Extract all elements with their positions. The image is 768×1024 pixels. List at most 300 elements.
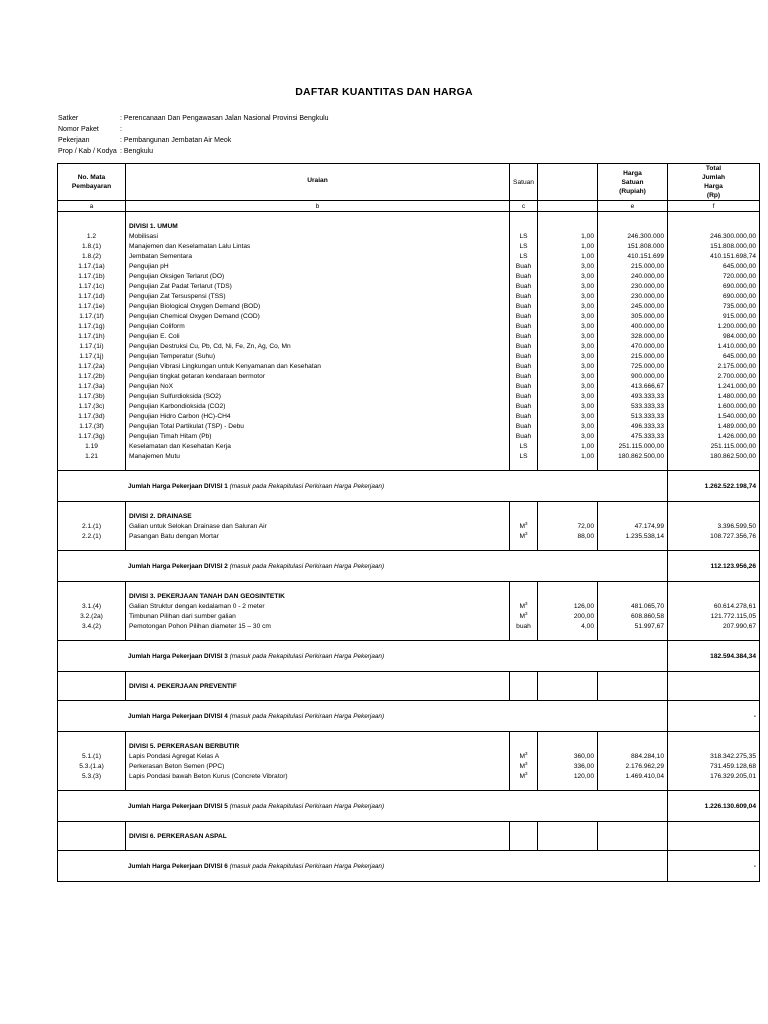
empty-cell bbox=[598, 781, 668, 791]
empty-cell bbox=[58, 741, 126, 751]
item-number: 5.1.(1) bbox=[58, 751, 126, 761]
empty-row bbox=[58, 541, 760, 551]
item-unit: Buah bbox=[510, 311, 538, 321]
table-row bbox=[58, 411, 760, 421]
empty-cell bbox=[598, 822, 668, 832]
item-quantity: 3,00 bbox=[538, 261, 598, 271]
empty-cell bbox=[538, 461, 598, 471]
empty-cell bbox=[58, 732, 126, 742]
item-number: 1.17.(2b) bbox=[58, 371, 126, 381]
item-total: 2.700.000,00 bbox=[668, 371, 760, 381]
column-letter: c bbox=[510, 201, 538, 212]
item-quantity: 360,00 bbox=[538, 751, 598, 761]
meta-label: Nomor Paket bbox=[58, 126, 99, 133]
empty-cell bbox=[126, 631, 510, 641]
empty-cell bbox=[510, 681, 538, 691]
empty-cell bbox=[58, 591, 126, 601]
empty-cell bbox=[668, 591, 760, 601]
item-number: 1.17.(1a) bbox=[58, 261, 126, 271]
header-kuantitas bbox=[538, 164, 598, 201]
item-quantity: 1,00 bbox=[538, 251, 598, 261]
item-unit-price: 246.300.000 bbox=[598, 231, 668, 241]
division-title-row bbox=[58, 511, 760, 521]
empty-cell bbox=[126, 841, 510, 851]
item-quantity: 3,00 bbox=[538, 331, 598, 341]
meta-row-pekerjaan bbox=[58, 135, 329, 146]
item-total: 1.241.000,00 bbox=[668, 381, 760, 391]
empty-cell bbox=[598, 741, 668, 751]
item-quantity: 3,00 bbox=[538, 371, 598, 381]
item-description: Pengujian Karbondioksida (CO2) bbox=[126, 401, 510, 411]
item-unit: Buah bbox=[510, 421, 538, 431]
meta-row-nomor-paket bbox=[58, 124, 329, 135]
item-number: 1.17.(1e) bbox=[58, 301, 126, 311]
item-unit-price: 513.333,33 bbox=[598, 411, 668, 421]
item-unit: LS bbox=[510, 251, 538, 261]
item-unit-price: 410.151.699 bbox=[598, 251, 668, 261]
item-total: 1.200.000,00 bbox=[668, 321, 760, 331]
header-text: Jumlah bbox=[701, 174, 726, 181]
header-uraian: Uraian bbox=[126, 164, 510, 201]
item-quantity: 3,00 bbox=[538, 271, 598, 281]
empty-row bbox=[58, 461, 760, 471]
division-total-label: Jumlah Harga Pekerjaan DIVISI 4 (masuk pada Rekapitulasi Perkiraan Harga Pekerjaan) bbox=[58, 701, 668, 732]
meta-row-satker bbox=[58, 113, 329, 124]
empty-cell bbox=[668, 831, 760, 841]
division-total-label: Jumlah Harga Pekerjaan DIVISI 1 (masuk pada Rekapitulasi Perkiraan Harga Pekerjaan) bbox=[58, 471, 668, 502]
empty-cell bbox=[510, 672, 538, 682]
item-quantity: 3,00 bbox=[538, 361, 598, 371]
page-title: DAFTAR KUANTITAS DAN HARGA bbox=[295, 86, 473, 98]
empty-cell bbox=[538, 591, 598, 601]
table-row bbox=[58, 241, 760, 251]
item-unit-price: 1.235.538,14 bbox=[598, 531, 668, 541]
meta-row-prop bbox=[58, 146, 329, 157]
item-unit-price: 481.065,70 bbox=[598, 601, 668, 611]
empty-cell bbox=[538, 681, 598, 691]
empty-cell bbox=[58, 831, 126, 841]
document-meta bbox=[58, 113, 329, 157]
empty-cell bbox=[598, 212, 668, 222]
empty-cell bbox=[668, 681, 760, 691]
empty-cell bbox=[598, 511, 668, 521]
empty-cell bbox=[598, 732, 668, 742]
item-number: 1.17.(3c) bbox=[58, 401, 126, 411]
empty-cell bbox=[598, 502, 668, 512]
empty-cell bbox=[598, 841, 668, 851]
division-total-value: - bbox=[668, 701, 760, 732]
table-row bbox=[58, 301, 760, 311]
empty-cell bbox=[510, 631, 538, 641]
empty-cell bbox=[58, 781, 126, 791]
empty-cell bbox=[598, 591, 668, 601]
item-number: 1.8.(1) bbox=[58, 241, 126, 251]
empty-cell bbox=[126, 691, 510, 701]
empty-cell bbox=[58, 502, 126, 512]
empty-cell bbox=[126, 781, 510, 791]
item-unit-price: 725.000,00 bbox=[598, 361, 668, 371]
item-description: Pemotongan Pohon Pilihan diameter 15 – 30 cm bbox=[126, 621, 510, 631]
item-total: 645.000,00 bbox=[668, 261, 760, 271]
header-text: (Rupiah) bbox=[619, 187, 646, 195]
item-description: Perkerasan Beton Semen (PPC) bbox=[126, 761, 510, 771]
item-quantity: 3,00 bbox=[538, 321, 598, 331]
item-total: 690.000,00 bbox=[668, 281, 760, 291]
item-unit: LS bbox=[510, 441, 538, 451]
item-unit: Buah bbox=[510, 351, 538, 361]
division-total-note: (masuk pada Rekapitulasi Perkiraan Harga Pekerjaan) bbox=[229, 802, 385, 810]
item-unit: buah bbox=[510, 621, 538, 631]
item-number: 1.17.(1f) bbox=[58, 311, 126, 321]
item-unit: $M^3$ bbox=[510, 751, 538, 761]
empty-cell bbox=[598, 691, 668, 701]
item-unit: $M^3$ bbox=[510, 611, 538, 621]
division-title-row bbox=[58, 221, 760, 231]
item-total: 690.000,00 bbox=[668, 291, 760, 301]
empty-cell bbox=[598, 461, 668, 471]
division-title-row bbox=[58, 831, 760, 841]
header-text: No. Mata bbox=[77, 174, 106, 181]
empty-cell bbox=[58, 672, 126, 682]
item-description: Manajemen dan Keselamatan Lalu Lintas bbox=[126, 241, 510, 251]
table-row bbox=[58, 381, 760, 391]
division-total-value: 112.123.956,26 bbox=[668, 551, 760, 582]
item-number: 1.17.(1d) bbox=[58, 291, 126, 301]
empty-cell bbox=[58, 841, 126, 851]
table-row bbox=[58, 291, 760, 301]
item-total: 108.727.356,76 bbox=[668, 531, 760, 541]
table-row bbox=[58, 251, 760, 261]
empty-cell bbox=[538, 221, 598, 231]
item-total: 318.342.275,35 bbox=[668, 751, 760, 761]
item-total: 246.300.000,00 bbox=[668, 231, 760, 241]
division-total-note: (masuk pada Rekapitulasi Perkiraan Harga Pekerjaan) bbox=[229, 652, 385, 660]
table-row bbox=[58, 271, 760, 281]
table-row bbox=[58, 751, 760, 761]
empty-cell bbox=[538, 781, 598, 791]
empty-cell bbox=[538, 732, 598, 742]
item-quantity: 88,00 bbox=[538, 531, 598, 541]
division-title-row bbox=[58, 591, 760, 601]
empty-cell bbox=[598, 672, 668, 682]
item-number: 1.17.(1b) bbox=[58, 271, 126, 281]
item-unit: Buah bbox=[510, 331, 538, 341]
division-total-label: Jumlah Harga Pekerjaan DIVISI 3 (masuk pada Rekapitulasi Perkiraan Harga Pekerjaan) bbox=[58, 641, 668, 672]
item-unit-price: 1.469.410,04 bbox=[598, 771, 668, 781]
item-description: Galian Struktur dengan kedalaman 0 - 2 meter bbox=[126, 601, 510, 611]
item-total: 731.459.128,68 bbox=[668, 761, 760, 771]
item-quantity: 1,00 bbox=[538, 231, 598, 241]
empty-cell bbox=[668, 461, 760, 471]
empty-cell bbox=[538, 582, 598, 592]
item-unit-price: 413.666,67 bbox=[598, 381, 668, 391]
item-description: Pengujian Hidro Carbon (HC)-CH4 bbox=[126, 411, 510, 421]
empty-cell bbox=[598, 541, 668, 551]
empty-cell bbox=[126, 582, 510, 592]
division-total-note: (masuk pada Rekapitulasi Perkiraan Harga Pekerjaan) bbox=[229, 562, 385, 570]
item-quantity: 1,00 bbox=[538, 441, 598, 451]
item-description: Jembatan Sementara bbox=[126, 251, 510, 261]
item-number: 1.21 bbox=[58, 451, 126, 461]
division-total-note: (masuk pada Rekapitulasi Perkiraan Harga Pekerjaan) bbox=[229, 862, 385, 870]
item-total: 915.000,00 bbox=[668, 311, 760, 321]
item-unit-price: 884.284,10 bbox=[598, 751, 668, 761]
empty-row bbox=[58, 822, 760, 832]
item-description: Pengujian Vibrasi Lingkungan untuk Kenyamanan dan Kesehatan bbox=[126, 361, 510, 371]
table-row bbox=[58, 331, 760, 341]
item-unit: Buah bbox=[510, 371, 538, 381]
table-row bbox=[58, 351, 760, 361]
empty-cell bbox=[668, 511, 760, 521]
empty-cell bbox=[668, 502, 760, 512]
meta-label: Satker bbox=[58, 115, 79, 122]
empty-cell bbox=[538, 672, 598, 682]
header-satuan: Satuan bbox=[510, 164, 538, 201]
header-text: Harga bbox=[623, 169, 642, 177]
item-total: 720.000,00 bbox=[668, 271, 760, 281]
item-unit: Buah bbox=[510, 341, 538, 351]
item-total: 1.540.000,00 bbox=[668, 411, 760, 421]
item-number: 5.3.(1.a) bbox=[58, 761, 126, 771]
empty-cell bbox=[598, 582, 668, 592]
empty-row bbox=[58, 631, 760, 641]
header-text: (Rp) bbox=[706, 192, 721, 199]
empty-cell bbox=[510, 831, 538, 841]
item-description: Pengujian pH bbox=[126, 261, 510, 271]
item-quantity: 3,00 bbox=[538, 421, 598, 431]
item-quantity: 3,00 bbox=[538, 411, 598, 421]
item-total: 410.151.698,74 bbox=[668, 251, 760, 261]
empty-cell bbox=[58, 461, 126, 471]
item-unit-price: 470.000,00 bbox=[598, 341, 668, 351]
empty-cell bbox=[538, 822, 598, 832]
empty-row bbox=[58, 691, 760, 701]
item-number: 1.17.(3b) bbox=[58, 391, 126, 401]
item-number: 1.17.(1i) bbox=[58, 341, 126, 351]
item-description: Pengujian E. Coli bbox=[126, 331, 510, 341]
item-unit: Buah bbox=[510, 431, 538, 441]
division-total-value: 1.226.130.609,04 bbox=[668, 791, 760, 822]
empty-cell bbox=[538, 541, 598, 551]
empty-row bbox=[58, 732, 760, 742]
item-quantity: 3,00 bbox=[538, 301, 598, 311]
empty-cell bbox=[510, 591, 538, 601]
division-title: DIVISI 1. UMUM bbox=[126, 221, 510, 231]
empty-cell bbox=[668, 841, 760, 851]
empty-cell bbox=[538, 741, 598, 751]
division-title: DIVISI 3. PEKERJAAN TANAH DAN GEOSINTETIK bbox=[126, 591, 510, 601]
item-unit-price: 328.000,00 bbox=[598, 331, 668, 341]
empty-cell bbox=[58, 221, 126, 231]
column-letter: b bbox=[126, 201, 510, 212]
empty-cell bbox=[538, 212, 598, 222]
empty-cell bbox=[668, 672, 760, 682]
division-total-label: Jumlah Harga Pekerjaan DIVISI 2 (masuk pada Rekapitulasi Perkiraan Harga Pekerjaan) bbox=[58, 551, 668, 582]
empty-cell bbox=[668, 631, 760, 641]
item-unit-price: 215.000,00 bbox=[598, 261, 668, 271]
item-description: Pengujian Total Partikulat (TSP) - Debu bbox=[126, 421, 510, 431]
empty-cell bbox=[668, 822, 760, 832]
division-total-value: 1.262.522.198,74 bbox=[668, 471, 760, 502]
empty-cell bbox=[668, 732, 760, 742]
empty-cell bbox=[510, 502, 538, 512]
item-number: 2.2.(1) bbox=[58, 531, 126, 541]
empty-cell bbox=[510, 212, 538, 222]
division-total-value: 182.594.384,34 bbox=[668, 641, 760, 672]
division-total-value: - bbox=[668, 851, 760, 882]
item-unit-price: 533.333,33 bbox=[598, 401, 668, 411]
item-quantity: 1,00 bbox=[538, 241, 598, 251]
empty-cell bbox=[668, 541, 760, 551]
item-number: 3.4.(2) bbox=[58, 621, 126, 631]
item-description: Pengujian Destruksi Cu, Pb, Cd, Ni, Fe, Zn, Ag, Co, Mn bbox=[126, 341, 510, 351]
table-row bbox=[58, 311, 760, 321]
table-row bbox=[58, 521, 760, 531]
division-total-label: Jumlah Harga Pekerjaan DIVISI 6 (masuk pada Rekapitulasi Perkiraan Harga Pekerjaan) bbox=[58, 851, 668, 882]
item-total: 121.772.115,05 bbox=[668, 611, 760, 621]
item-unit: $M^3$ bbox=[510, 521, 538, 531]
division-title: DIVISI 5. PERKERASAN BERBUTIR bbox=[126, 741, 510, 751]
empty-cell bbox=[510, 841, 538, 851]
item-number: 1.17.(3g) bbox=[58, 431, 126, 441]
empty-cell bbox=[58, 541, 126, 551]
empty-cell bbox=[598, 681, 668, 691]
item-quantity: 120,00 bbox=[538, 771, 598, 781]
empty-cell bbox=[510, 541, 538, 551]
empty-cell bbox=[58, 822, 126, 832]
item-total: 207.990,67 bbox=[668, 621, 760, 631]
item-quantity: 3,00 bbox=[538, 401, 598, 411]
item-unit: Buah bbox=[510, 281, 538, 291]
division-total-row bbox=[58, 791, 760, 822]
empty-cell bbox=[668, 212, 760, 222]
division-title: DIVISI 4. PEKERJAAN PREVENTIF bbox=[126, 681, 510, 691]
item-unit: Buah bbox=[510, 261, 538, 271]
table-body bbox=[58, 212, 760, 882]
division-total-row bbox=[58, 851, 760, 882]
table-row bbox=[58, 401, 760, 411]
item-total: 176.329.205,01 bbox=[668, 771, 760, 781]
table-row bbox=[58, 231, 760, 241]
meta-label: Prop / Kab / Kodya bbox=[58, 148, 117, 155]
item-unit: Buah bbox=[510, 321, 538, 331]
item-total: 1.489.000,00 bbox=[668, 421, 760, 431]
item-number: 1.17.(1j) bbox=[58, 351, 126, 361]
quantity-price-table bbox=[57, 163, 760, 882]
empty-cell bbox=[126, 672, 510, 682]
item-description: Pengujian Timah Hitam (Pb) bbox=[126, 431, 510, 441]
empty-cell bbox=[668, 741, 760, 751]
empty-cell bbox=[598, 221, 668, 231]
item-unit-price: 47.174,99 bbox=[598, 521, 668, 531]
item-total: 251.115.000,00 bbox=[668, 441, 760, 451]
table-row bbox=[58, 261, 760, 271]
item-unit-price: 230.000,00 bbox=[598, 281, 668, 291]
item-total: 1.480.000,00 bbox=[668, 391, 760, 401]
item-total: 180.862.500,00 bbox=[668, 451, 760, 461]
division-total-row bbox=[58, 641, 760, 672]
item-number: 1.17.(3f) bbox=[58, 421, 126, 431]
division-title: DIVISI 2. DRAINASE bbox=[126, 511, 510, 521]
item-description: Pengujian Biological Oxygen Demand (BOD) bbox=[126, 301, 510, 311]
item-total: 1.600.000,00 bbox=[668, 401, 760, 411]
item-quantity: 3,00 bbox=[538, 431, 598, 441]
empty-cell bbox=[58, 681, 126, 691]
item-unit-price: 496.333,33 bbox=[598, 421, 668, 431]
item-unit-price: 475.333,33 bbox=[598, 431, 668, 441]
item-number: 1.17.(2a) bbox=[58, 361, 126, 371]
item-quantity: 3,00 bbox=[538, 311, 598, 321]
item-description: Pengujian Oksigen Terlarut (DO) bbox=[126, 271, 510, 281]
item-unit-price: 51.997,67 bbox=[598, 621, 668, 631]
item-description: Pengujian tingkat getaran kendaraan bermotor bbox=[126, 371, 510, 381]
item-number: 1.8.(2) bbox=[58, 251, 126, 261]
table-row bbox=[58, 281, 760, 291]
item-quantity: 3,00 bbox=[538, 281, 598, 291]
item-unit: Buah bbox=[510, 391, 538, 401]
item-quantity: 72,00 bbox=[538, 521, 598, 531]
table-row bbox=[58, 761, 760, 771]
item-number: 1.17.(3d) bbox=[58, 411, 126, 421]
division-title: DIVISI 6. PERKERASAN ASPAL bbox=[126, 831, 510, 841]
column-letter bbox=[538, 201, 598, 212]
item-description: Lapis Pondasi bawah Beton Kurus (Concrete Vibrator) bbox=[126, 771, 510, 781]
column-letter: e bbox=[598, 201, 668, 212]
table-row bbox=[58, 391, 760, 401]
item-quantity: 3,00 bbox=[538, 291, 598, 301]
item-number: 1.17.(1c) bbox=[58, 281, 126, 291]
item-unit: Buah bbox=[510, 381, 538, 391]
item-number: 3.1.(4) bbox=[58, 601, 126, 611]
header-text: Total bbox=[705, 165, 722, 172]
item-quantity: 3,00 bbox=[538, 351, 598, 361]
table-row bbox=[58, 441, 760, 451]
meta-value: : Perencanaan Dan Pengawasan Jalan Nasional Provinsi Bengkulu bbox=[120, 115, 329, 122]
empty-cell bbox=[668, 582, 760, 592]
item-unit: Buah bbox=[510, 401, 538, 411]
header-harga-satuan bbox=[598, 164, 668, 201]
item-number: 1.17.(3a) bbox=[58, 381, 126, 391]
item-description: Manajemen Mutu bbox=[126, 451, 510, 461]
empty-row bbox=[58, 212, 760, 222]
table-row bbox=[58, 771, 760, 781]
empty-cell bbox=[58, 511, 126, 521]
empty-cell bbox=[538, 502, 598, 512]
item-unit-price: 493.333,33 bbox=[598, 391, 668, 401]
table-row bbox=[58, 421, 760, 431]
empty-cell bbox=[58, 631, 126, 641]
item-unit: $M^3$ bbox=[510, 601, 538, 611]
item-unit-price: 180.862.500,00 bbox=[598, 451, 668, 461]
item-quantity: 1,00 bbox=[538, 451, 598, 461]
empty-cell bbox=[510, 582, 538, 592]
item-description: Pengujian Zat Tersuspensi (TSS) bbox=[126, 291, 510, 301]
header-text: Pembayaran bbox=[71, 183, 112, 190]
item-description: Pengujian Sulfurdioksida (SO2) bbox=[126, 391, 510, 401]
item-number: 1.17.(1h) bbox=[58, 331, 126, 341]
empty-cell bbox=[538, 691, 598, 701]
header-text: Harga bbox=[704, 183, 723, 190]
item-description: Pengujian Zat Padat Terlarut (TDS) bbox=[126, 281, 510, 291]
empty-cell bbox=[668, 221, 760, 231]
item-unit: $M^3$ bbox=[510, 771, 538, 781]
meta-value: : bbox=[120, 126, 122, 133]
item-description: Lapis Pondasi Agregat Kelas A bbox=[126, 751, 510, 761]
item-quantity: 336,00 bbox=[538, 761, 598, 771]
item-total: 1.410.000,00 bbox=[668, 341, 760, 351]
empty-cell bbox=[510, 822, 538, 832]
empty-row bbox=[58, 582, 760, 592]
